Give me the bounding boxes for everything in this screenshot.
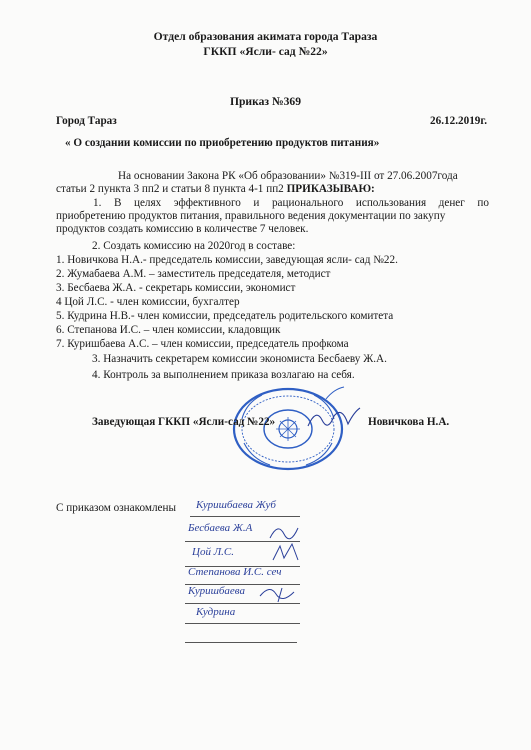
basis-line-2-text: статьи 2 пункта 3 пп2 и статьи 8 пункта 4-1 пп2 [56,183,287,195]
item1-line-2: приобретению продуктов питания, правильного ведения документации по закупу [56,210,446,222]
sign-line [190,516,300,517]
signature-position: Заведующая ГККП «Ясли-сад №22» [92,416,276,428]
signature-flourish-icon [258,582,298,604]
member-row: 6. Степанова И.С. – член комиссии, кладовщик [56,324,281,336]
order-title: Приказ №369 [229,95,302,108]
signer-handwriting: Бесбаева Ж.А [188,522,253,534]
org-header-line1: Отдел образования акимата города Тараза [153,30,378,43]
basis-line-1: На основании Закона РК «Об образовании» №319-III от 27.06.2007года [118,170,458,182]
signature-flourish-icon [270,542,310,564]
member-row: 4 Цой Л.С. - член комиссии, бухгалтер [56,296,240,308]
member-row: 2. Жумабаева А.М. – заместитель председателя, методист [56,268,331,280]
signer-handwriting: Цой Л.С. [192,546,234,558]
signer-handwriting: Степанова И.С. сеч [188,566,282,578]
signer-handwriting: Куришбаева [188,585,245,597]
orders-keyword: ПРИКАЗЫВАЮ: [286,183,375,195]
signature-name: Новичкова Н.А. [368,416,450,428]
item4: 4. Контроль за выполнением приказа возлагаю на себя. [92,369,355,381]
sign-line [185,642,297,643]
member-row: 1. Новичкова Н.А.- председатель комиссии, заведующая ясли- сад №22. [56,254,398,266]
sign-line [185,623,300,624]
acquaint-label: С приказом ознакомлены [56,502,177,514]
item3: 3. Назначить секретарем комиссии экономиста Бесбаеву Ж.А. [92,353,387,365]
head-signature-icon [304,404,364,432]
item2: 2. Создать комиссию на 2020год в составе: [92,240,296,252]
member-row: 5. Кудрина Н.В.- член комиссии, председатель родительского комитета [56,310,394,322]
org-header-line2: ГККП «Ясли- сад №22» [203,45,328,58]
order-city: Город Тараз [56,115,117,127]
basis-line-2 [56,183,375,196]
item1-line-3: продуктов создать комиссию в количестве 7 человек. [56,223,309,235]
signer-handwriting: Куришбаева Жуб [196,499,276,511]
member-row: 3. Бесбаева Ж.А. - секретарь комиссии, экономист [56,282,296,294]
member-row: 7. Куришбаева А.С. – член комиссии, председатель профкома [56,338,349,350]
signature-flourish-icon [268,520,308,542]
item1-line-1: 1. В целях эффективного и рационального использования денег по [93,197,489,209]
signer-handwriting: Кудрина [196,606,236,618]
order-subject: « О создании комиссии по приобретению продуктов питания» [65,137,380,149]
order-date: 26.12.2019г. [430,115,487,127]
